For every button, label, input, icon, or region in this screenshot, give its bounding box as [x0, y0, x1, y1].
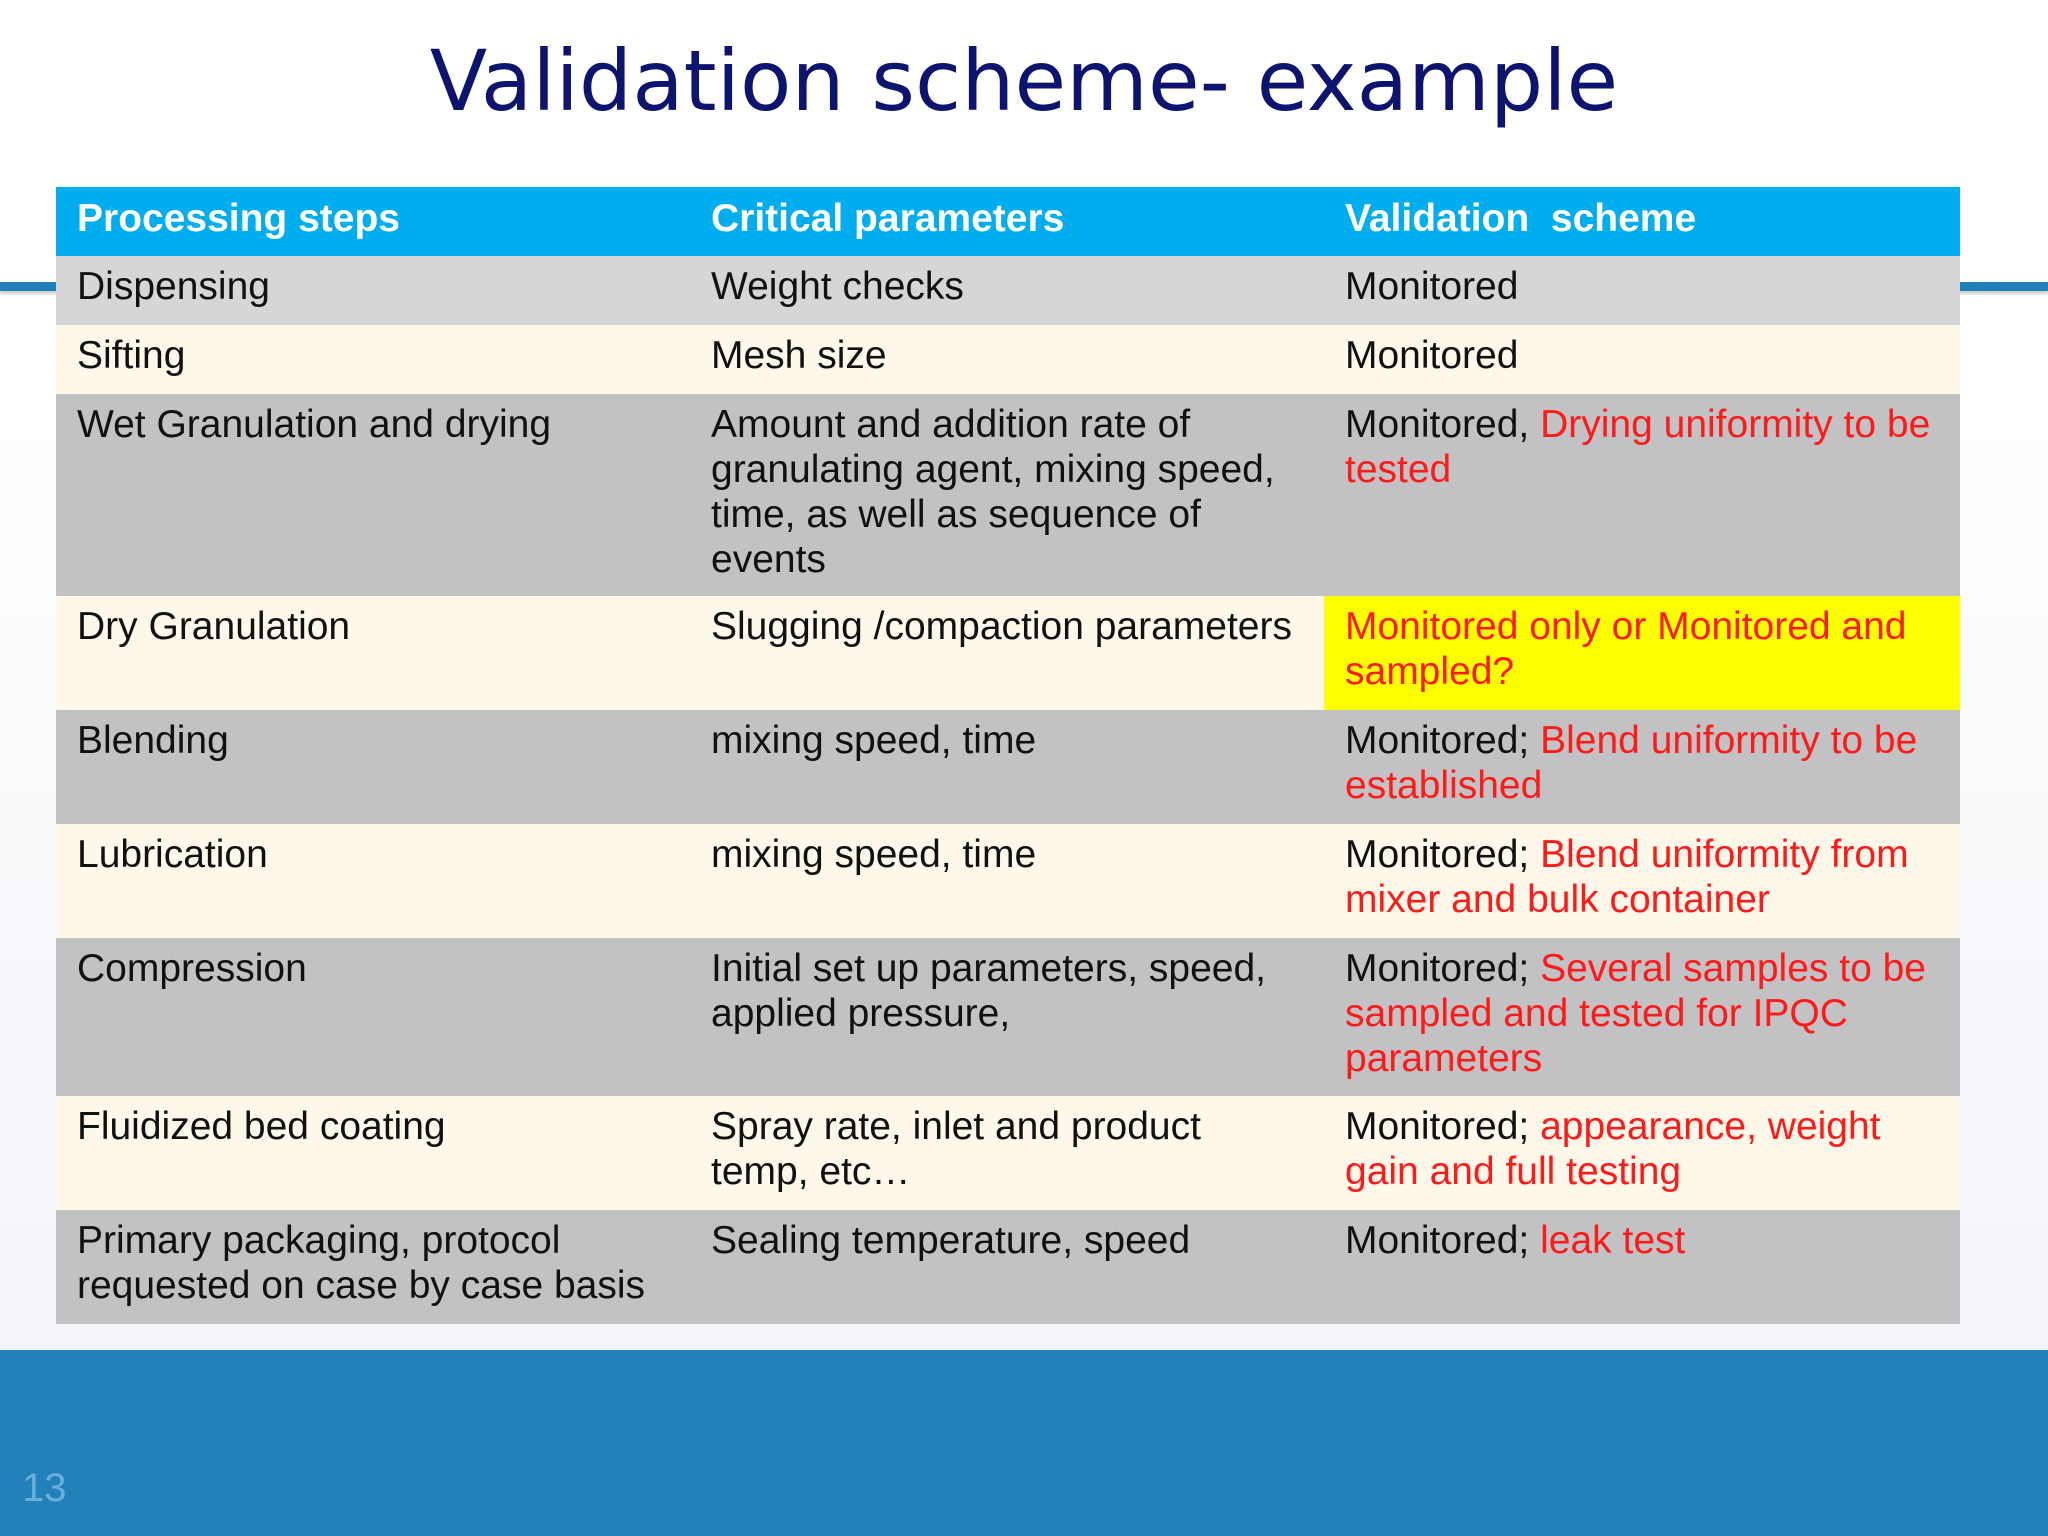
cell-scheme	[1324, 1096, 1960, 1210]
scheme-status: Monitored;	[1345, 947, 1541, 990]
cell-step: Primary packaging, protocol requested on case by case basis	[56, 1210, 690, 1324]
cell-params: Spray rate, inlet and product temp, etc…	[690, 1096, 1324, 1210]
cell-scheme	[1324, 256, 1960, 325]
cell-params: Slugging /compaction parameters	[690, 596, 1324, 710]
scheme-note: leak test	[1540, 1219, 1686, 1262]
scheme-status: Monitored;	[1345, 1105, 1541, 1148]
table-row	[56, 824, 1960, 938]
header-critical-parameters: Critical parameters	[690, 187, 1324, 256]
cell-scheme-highlighted	[1324, 596, 1960, 710]
cell-step: Dry Granulation	[56, 596, 690, 710]
scheme-status: Monitored	[1345, 334, 1519, 377]
decorative-rule-right	[1958, 282, 2048, 291]
scheme-status: Monitored;	[1345, 1219, 1541, 1262]
scheme-note: Monitored only or Monitored and sampled?	[1345, 605, 1907, 693]
table-row	[56, 394, 1960, 596]
scheme-note: Drying uniformity to be tested	[1345, 403, 1931, 491]
cell-scheme	[1324, 394, 1960, 596]
cell-step: Sifting	[56, 325, 690, 394]
table-row	[56, 596, 1960, 710]
table-row	[56, 938, 1960, 1096]
header-validation-scheme: Validation scheme	[1324, 187, 1960, 256]
table-header-row	[56, 187, 1960, 256]
table-row	[56, 1210, 1960, 1324]
scheme-note: appearance, weight gain and full testing	[1345, 1105, 1881, 1193]
decorative-rule-left	[0, 282, 60, 291]
scheme-status: Monitored,	[1345, 403, 1541, 446]
slide-number: 13	[22, 1466, 67, 1510]
cell-step: Wet Granulation and drying	[56, 394, 690, 596]
scheme-note: Blend uniformity from mixer and bulk container	[1345, 833, 1909, 921]
scheme-status: Monitored;	[1345, 833, 1541, 876]
cell-params: Weight checks	[690, 256, 1324, 325]
cell-scheme	[1324, 938, 1960, 1096]
cell-step: Fluidized bed coating	[56, 1096, 690, 1210]
cell-params: mixing speed, time	[690, 710, 1324, 824]
validation-table	[56, 187, 1960, 1324]
cell-params: Mesh size	[690, 325, 1324, 394]
table-row	[56, 710, 1960, 824]
scheme-status: Monitored;	[1345, 719, 1541, 762]
cell-scheme	[1324, 710, 1960, 824]
cell-scheme	[1324, 1210, 1960, 1324]
cell-params: Initial set up parameters, speed, applied pressure,	[690, 938, 1324, 1096]
scheme-status: Monitored	[1345, 265, 1519, 308]
cell-scheme	[1324, 824, 1960, 938]
table-row	[56, 325, 1960, 394]
cell-step: Compression	[56, 938, 690, 1096]
cell-step: Dispensing	[56, 256, 690, 325]
scheme-note: Several samples to be sampled and tested for IPQC parameters	[1345, 947, 1926, 1080]
validation-table-container	[56, 187, 1960, 1324]
scheme-note: Blend uniformity to be established	[1345, 719, 1918, 807]
table-row	[56, 1096, 1960, 1210]
cell-params: Amount and addition rate of granulating agent, mixing speed, time, as well as sequence of events	[690, 394, 1324, 596]
header-processing-steps: Processing steps	[56, 187, 690, 256]
cell-step: Lubrication	[56, 824, 690, 938]
table-row	[56, 256, 1960, 325]
cell-step: Blending	[56, 710, 690, 824]
footer-band	[0, 1350, 2048, 1536]
cell-params: mixing speed, time	[690, 824, 1324, 938]
slide-title: Validation scheme- example	[429, 32, 1619, 130]
cell-params: Sealing temperature, speed	[690, 1210, 1324, 1324]
cell-scheme	[1324, 325, 1960, 394]
